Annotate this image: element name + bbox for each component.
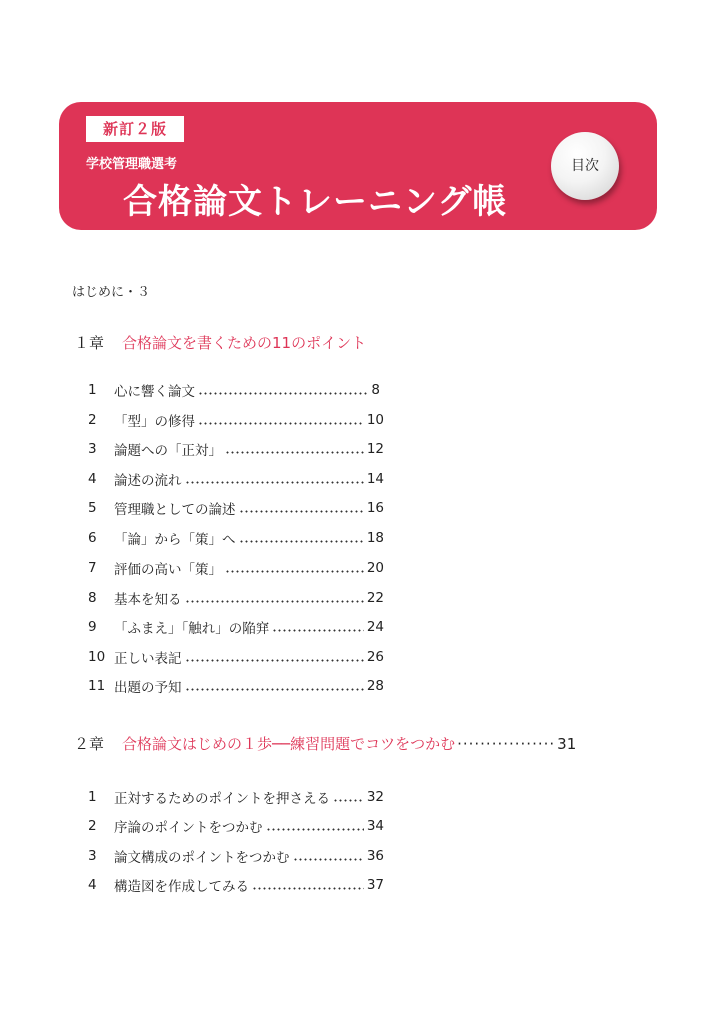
chapter-title: 合格論文はじめの１歩──練習問題でコツをつかむ [122,735,456,753]
toc-entry[interactable] [88,676,384,696]
entry-number: 5 [88,500,97,516]
dot-leader [225,450,364,454]
toc-entry[interactable] [88,469,384,489]
toc-entry[interactable] [88,558,384,578]
entry-label: 論文構成のポイントをつかむ [114,850,290,866]
entry-label: 基本を知る [114,592,182,608]
entry-page: 34 [366,818,384,834]
dot-leader [272,628,364,632]
dot-leader [185,599,364,603]
entry-label: 正しい表記 [114,651,182,667]
entry-number: 1 [88,382,97,398]
dot-leader [225,569,364,573]
entry-label: 論述の流れ [114,473,182,489]
toc-entry[interactable] [88,380,380,400]
entry-page: 18 [366,530,384,546]
entry-page: 28 [366,678,384,694]
chapter-title: 合格論文を書くための11のポイント [122,334,367,352]
entry-number: 8 [88,590,97,606]
chapter-heading[interactable] [74,733,576,754]
entry-page: 36 [366,848,384,864]
dot-leader [185,658,364,662]
dot-leader [293,857,364,861]
entry-label: 論題への「正対」 [114,443,222,459]
toc-entry[interactable] [88,816,384,836]
toc-entry[interactable] [88,410,384,430]
entry-label: 「型」の修得 [114,414,195,430]
entry-page: 26 [366,649,384,665]
dot-leader [185,480,364,484]
toc-entry[interactable] [88,528,384,548]
entry-label: 心に響く論文 [114,384,195,400]
toc-entry[interactable] [88,617,384,637]
dot-leader [239,509,364,513]
entry-page: 12 [366,441,384,457]
toc-entry[interactable] [88,498,384,518]
table-of-contents-badge: 目次 [551,132,619,200]
toc-entry[interactable] [88,875,384,895]
toc-intro-entry[interactable]: はじめに・３ [72,285,151,300]
chapter-number: １章 [74,334,105,352]
entry-page: 37 [366,877,384,893]
entry-number: 3 [88,441,97,457]
entry-label: 序論のポイントをつかむ [114,820,263,836]
entry-number: 2 [88,412,97,428]
entry-number: 6 [88,530,97,546]
entry-label: 「論」から「策」へ [114,532,236,548]
entry-number: 4 [88,877,97,893]
title-banner [59,102,657,230]
entry-page: 20 [366,560,384,576]
dot-leader: ················· [457,735,556,753]
entry-number: 2 [88,818,97,834]
entry-number: 1 [88,789,97,805]
entry-page: 16 [366,500,384,516]
dot-leader [185,687,364,691]
entry-number: 4 [88,471,97,487]
entry-page: 14 [366,471,384,487]
toc-entry[interactable] [88,439,384,459]
entry-page: 8 [371,382,380,398]
entry-label: 構造図を作成してみる [114,879,249,895]
toc-entry[interactable] [88,846,384,866]
entry-label: 評価の高い「策」 [114,562,222,578]
dot-leader [239,539,364,543]
entry-page: 22 [366,590,384,606]
dot-leader [266,827,364,831]
entry-label: 正対するためのポイントを押さえる [114,791,330,807]
entry-number: 9 [88,619,97,635]
entry-page: 24 [366,619,384,635]
chapter-heading[interactable] [74,332,366,353]
entry-label: 管理職としての論述 [114,502,236,518]
entry-label: 「ふまえ」「触れ」の陥穽 [114,621,270,637]
entry-number: 10 [88,649,106,665]
edition-label: 新訂２版 [86,116,184,142]
dot-leader [198,421,364,425]
entry-number: 11 [88,678,106,694]
toc-entry[interactable] [88,787,384,807]
entry-number: 7 [88,560,97,576]
entry-number: 3 [88,848,97,864]
chapter-page: 31 [557,735,577,753]
book-title: 合格論文トレーニング帳 [123,182,508,222]
toc-entry[interactable] [88,647,384,667]
chapter-number: ２章 [74,735,105,753]
entry-label: 出題の予知 [114,680,182,696]
dot-leader [333,798,364,802]
entry-page: 32 [366,789,384,805]
dot-leader [198,391,368,395]
toc-entry[interactable] [88,588,384,608]
series-label: 学校管理職選考 [86,157,178,172]
dot-leader [252,886,364,890]
entry-page: 10 [366,412,384,428]
